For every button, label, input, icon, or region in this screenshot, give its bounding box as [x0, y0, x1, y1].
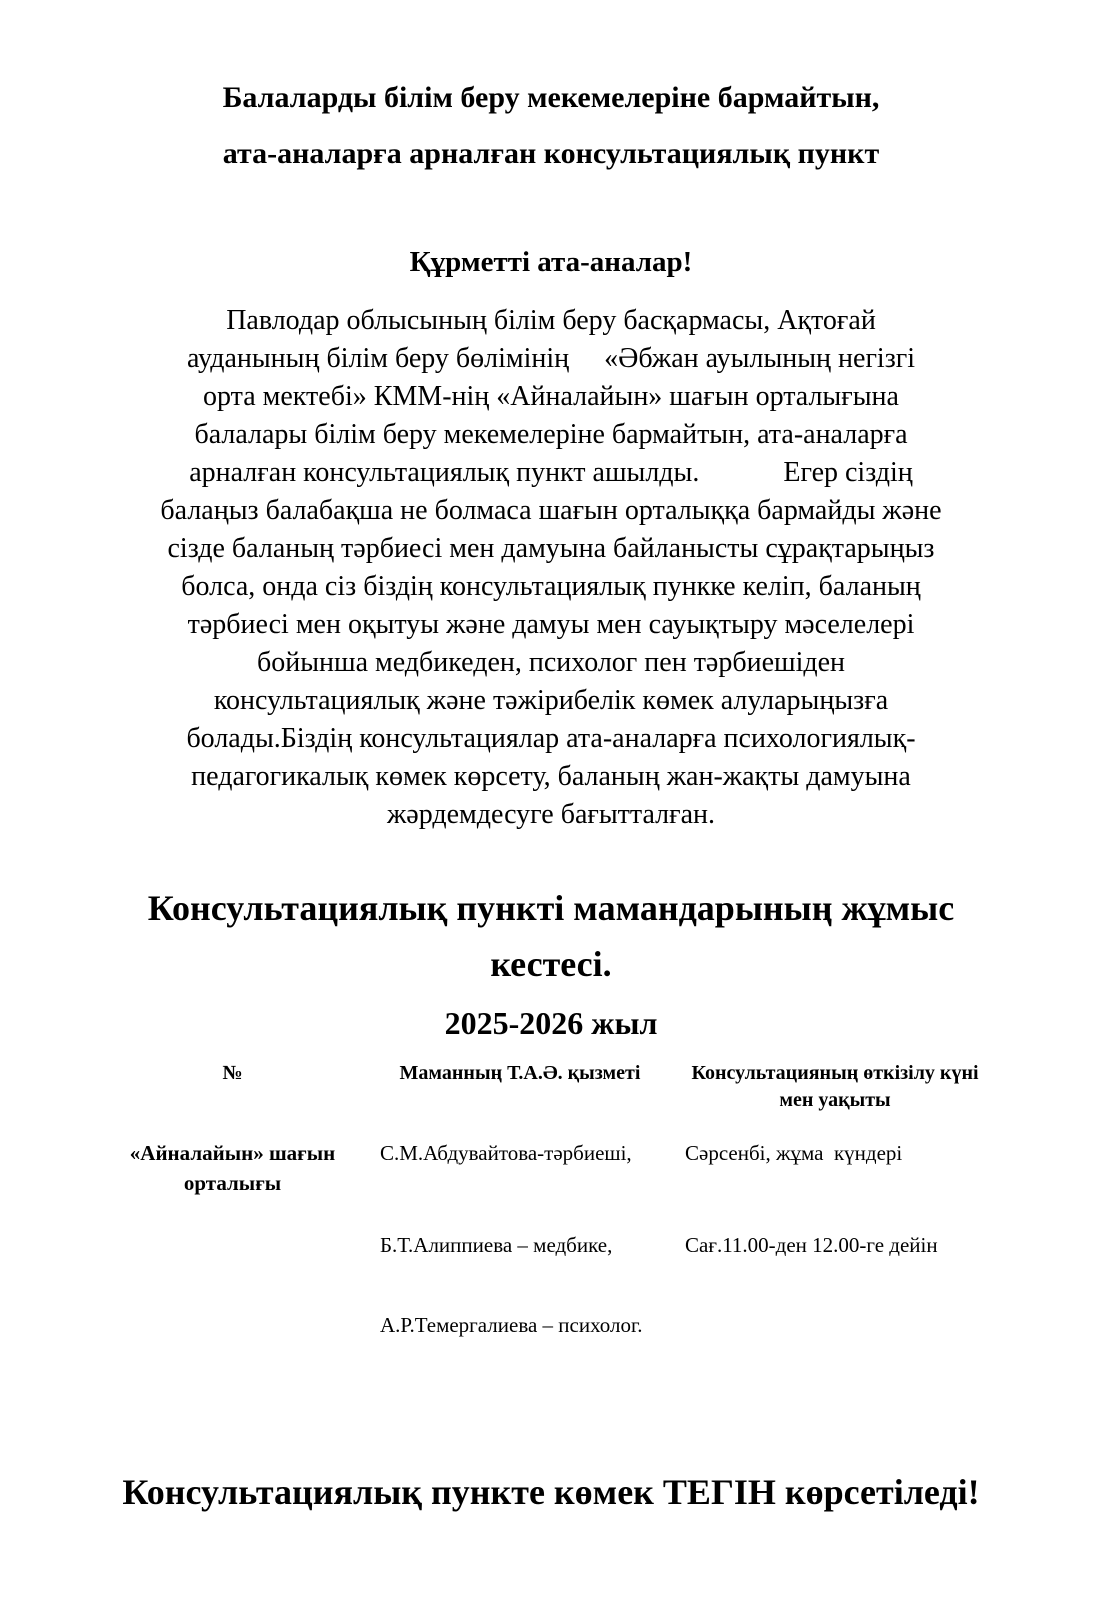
table-row: [110, 1230, 970, 1260]
cell-center-name: «Айналайын» шағын орталығы: [129, 1141, 341, 1195]
cell-center-name: [110, 1230, 355, 1260]
intro-line: болса, онда сіз біздің консультациялық пункке келіп, баланың: [181, 571, 921, 602]
cell-specialist: Б.Т.Алиппиева – медбике,: [380, 1233, 613, 1257]
intro-line: арналған консультациялық пункт ашылды. Егер сіздің: [189, 457, 913, 488]
schedule-year: 2025-2026 жыл: [444, 1005, 658, 1041]
cell-days: Сәрсенбі, жұма күндері: [685, 1141, 903, 1165]
page-title-line1: Балаларды білім беру мекемелеріне бармайтын,: [222, 81, 880, 114]
cell-hours: Сағ.11.00-ден 12.00-ге дейін: [685, 1233, 938, 1257]
intro-line: бойынша медбикеден, психолог пен тәрбиешіден: [256, 647, 846, 678]
table-row: [110, 1310, 970, 1340]
free-help-notice: Консультациялық пункте көмек ТЕГІН көрсетіледі!: [122, 1472, 980, 1512]
schedule-heading-line2: кестесі.: [490, 944, 612, 984]
table-row: [110, 1138, 970, 1198]
intro-line: жәрдемдесуге бағытталған.: [386, 799, 716, 830]
cell-empty: [685, 1310, 985, 1340]
intro-paragraph: [0, 302, 1102, 834]
intro-line: орта мектебі» КММ-нің «Айналайын» шағын орталығына: [203, 381, 899, 412]
schedule-heading: [0, 884, 1102, 988]
cell-specialist: С.М.Абдувайтова-тәрбиеші,: [380, 1141, 632, 1165]
intro-line: болады.Біздің консультациялар ата-аналарға психологиялық-: [186, 723, 916, 754]
intro-line: балаңыз балабақша не болмаса шағын орталыққа бармайды және: [160, 495, 942, 526]
table-header-row: [110, 1060, 984, 1114]
intro-line: сізде баланың тәрбиесі мен дамуына байланысты сұрақтарыңыз: [167, 533, 935, 564]
intro-line: Павлодар облысының білім беру басқармасы, Ақтоғай: [226, 305, 876, 336]
intro-line: балалары білім беру мекемелеріне бармайтын, ата-аналарға: [194, 419, 908, 450]
header-number: №: [222, 1062, 243, 1084]
header-specialist: Маманның Т.А.Ә. қызметі: [399, 1062, 641, 1084]
intro-line: ауданының білім беру бөлімінің «Әбжан ауылының негізгі: [186, 343, 916, 374]
schedule-heading-line1: Консультациялық пункті мамандарының жұмыс: [147, 888, 955, 928]
page-title-line2: ата-аналарға арналған консультациялық пункт: [222, 137, 880, 170]
header-schedule: Консультацияның өткізілу күні мен уақыты: [691, 1062, 984, 1111]
greeting-line: Құрметті ата-аналар!: [409, 246, 693, 278]
intro-line: консультациялық және тәжірибелік көмек алуларыңызға: [213, 685, 889, 716]
intro-line: педагогикалық көмек көрсету, баланың жан-жақты дамуына: [191, 761, 911, 792]
cell-specialist: А.Р.Темергалиева – психолог.: [380, 1313, 643, 1337]
cell-center-name: [110, 1310, 355, 1340]
schedule-table: [110, 1060, 984, 1340]
intro-line: тәрбиесі мен оқытуы және дамуы мен сауықтыру мәселелері: [187, 609, 915, 640]
